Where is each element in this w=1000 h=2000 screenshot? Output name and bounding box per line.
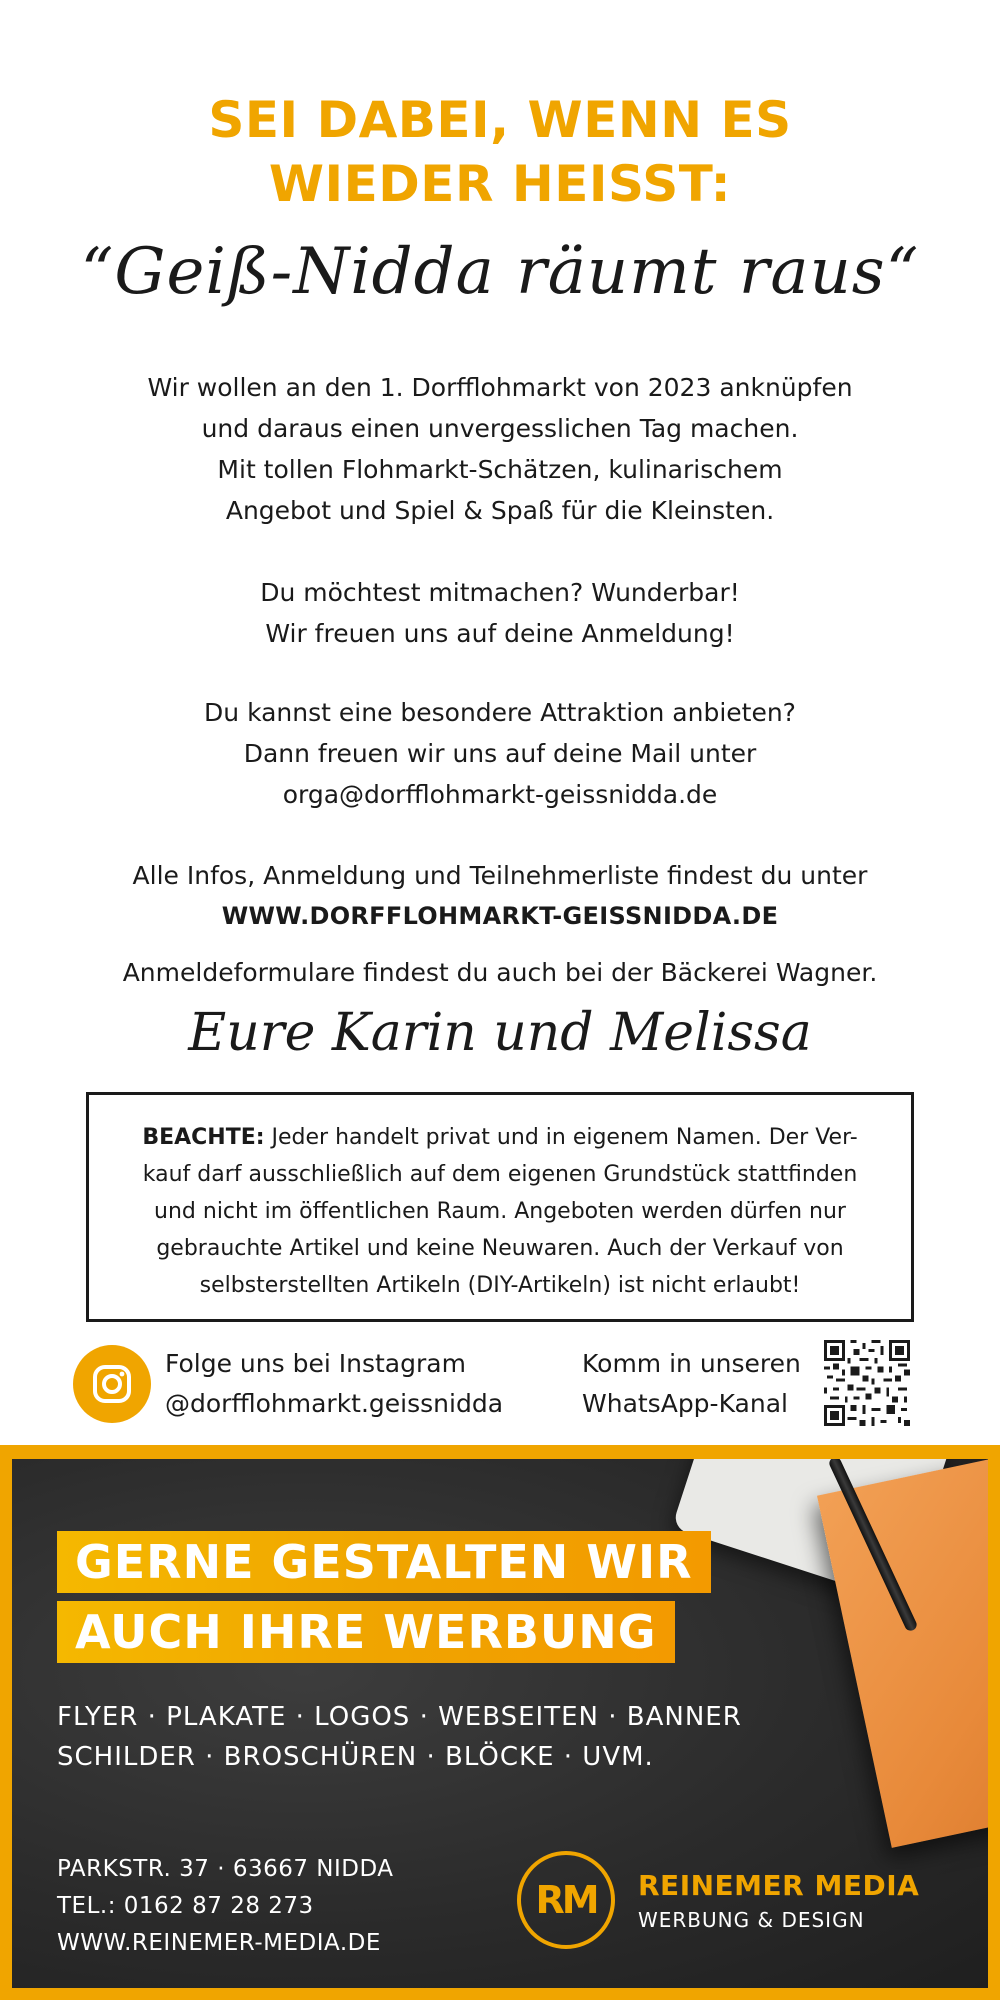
headline xyxy=(0,88,1000,216)
whatsapp-line: Komm in unseren xyxy=(582,1349,801,1378)
instagram-line: Folge uns bei Instagram xyxy=(165,1349,466,1378)
ad-services-line: SCHILDER · BROSCHÜREN · BLÖCKE · UVM. xyxy=(57,1742,654,1772)
notice-label: BEACHTE: xyxy=(142,1125,265,1150)
whatsapp-line: WhatsApp-Kanal xyxy=(582,1389,788,1418)
advertisement-panel xyxy=(12,1459,988,1988)
join-line: Wir freuen uns auf deine Anmeldung! xyxy=(265,619,735,648)
intro-line: Wir wollen an den 1. Dorfflohmarkt von 2023 anknüpfen xyxy=(147,373,853,402)
attraction-paragraph xyxy=(0,692,1000,815)
ad-slogan-line-1: GERNE GESTALTEN WIR xyxy=(57,1531,711,1593)
notice-text: kauf darf ausschließlich auf dem eigenen Grundstück stattfinden xyxy=(142,1162,858,1187)
decorative-notebook xyxy=(817,1459,988,1848)
event-title: “Geiß-Nidda räumt raus“ xyxy=(80,235,920,309)
instagram-icon[interactable] xyxy=(73,1345,151,1423)
info-line: Alle Infos, Anmeldung und Teilnehmerliste findest du unter xyxy=(132,861,868,890)
whatsapp-text xyxy=(582,1344,801,1424)
intro-paragraph xyxy=(0,367,1000,531)
intro-line: Angebot und Spiel & Spaß für die Kleinsten. xyxy=(225,496,775,525)
ad-address: PARKSTR. 37 · 63667 NIDDA xyxy=(57,1856,394,1882)
notice-text: gebrauchte Artikel und keine Neuwaren. Auch der Verkauf von xyxy=(156,1236,844,1261)
intro-line: und daraus einen unvergesslichen Tag machen. xyxy=(201,414,799,443)
ad-phone[interactable]: TEL.: 0162 87 28 273 xyxy=(57,1893,314,1919)
join-paragraph xyxy=(0,572,1000,654)
info-paragraph xyxy=(0,855,1000,937)
signature: Eure Karin und Melissa xyxy=(188,1003,812,1063)
instagram-handle[interactable]: @dorfflohmarkt.geissnidda xyxy=(165,1389,504,1418)
brand-tagline: WERBUNG & DESIGN xyxy=(638,1908,865,1932)
reinemer-media-logo: RM xyxy=(517,1851,615,1949)
notice-box xyxy=(86,1092,914,1322)
ad-contact xyxy=(57,1851,394,1962)
website-link[interactable]: WWW.DORFFLOHMARKT-GEISSNIDDA.DE xyxy=(221,902,779,930)
attraction-line: Dann freuen wir uns auf deine Mail unter xyxy=(243,739,757,768)
instagram-text xyxy=(165,1344,503,1424)
attraction-line: Du kannst eine besondere Attraktion anbieten? xyxy=(204,698,796,727)
forms-paragraph xyxy=(0,952,1000,993)
forms-line: Anmeldeformulare findest du auch bei der Bäckerei Wagner. xyxy=(122,958,878,987)
advertisement-banner xyxy=(0,1445,1000,2000)
notice-text: selbsterstellten Artikeln (DIY-Artikeln) ist nicht erlaubt! xyxy=(199,1273,801,1298)
brand-name: REINEMER MEDIA xyxy=(638,1869,920,1902)
ad-slogan-line-2: AUCH IHRE WERBUNG xyxy=(57,1601,675,1663)
instagram-glyph xyxy=(92,1364,132,1404)
ad-services-line: FLYER · PLAKATE · LOGOS · WEBSEITEN · BANNER xyxy=(57,1702,742,1732)
contact-email[interactable]: orga@dorfflohmarkt-geissnidda.de xyxy=(282,780,718,809)
headline-line-1: SEI DABEI, WENN ES xyxy=(208,91,792,149)
notice-text: und nicht im öffentlichen Raum. Angeboten werden dürfen nur xyxy=(154,1199,846,1224)
join-line: Du möchtest mitmachen? Wunderbar! xyxy=(260,578,740,607)
notice-text: Jeder handelt privat und in eigenem Namen. Der Ver- xyxy=(264,1125,858,1150)
headline-line-2: WIEDER HEISST: xyxy=(268,155,732,213)
ad-website[interactable]: WWW.REINEMER-MEDIA.DE xyxy=(57,1930,381,1956)
qr-code-icon[interactable] xyxy=(824,1340,910,1426)
ad-services xyxy=(57,1697,742,1777)
intro-line: Mit tollen Flohmarkt-Schätzen, kulinarischem xyxy=(217,455,783,484)
